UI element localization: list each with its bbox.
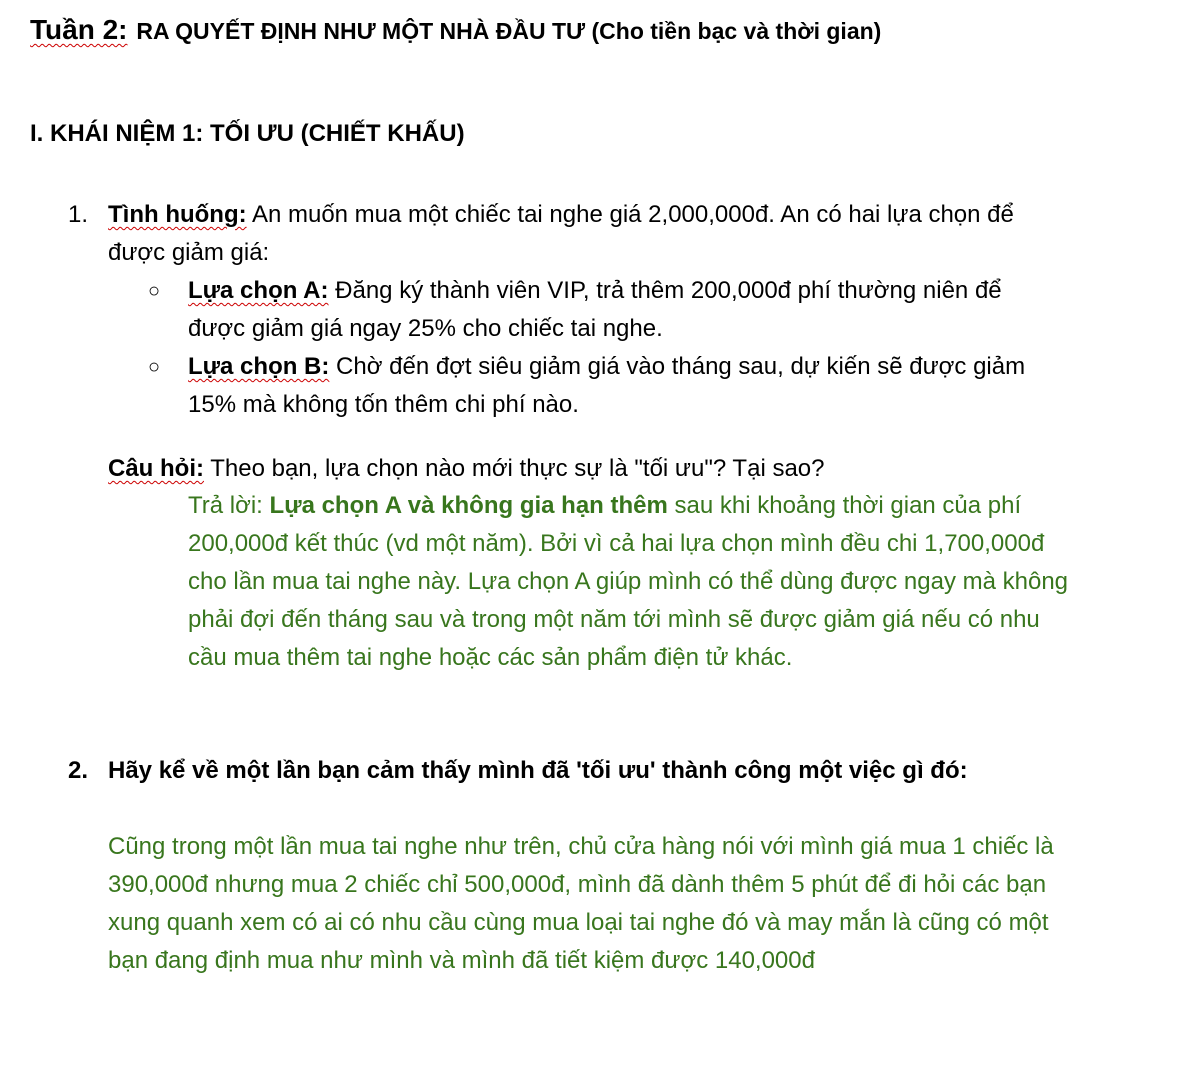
- answer-prefix: Trả lời:: [188, 492, 263, 519]
- question-text: Theo bạn, lựa chọn nào mới thực sự là "tối ưu"? Tại sao?: [210, 455, 825, 482]
- answer-choice: Lựa chọn A và không gia hạn thêm: [269, 492, 668, 519]
- scenario-paragraph: [108, 196, 1058, 272]
- bullet-icon: ○: [148, 280, 161, 302]
- answer-paragraph: [188, 487, 1068, 677]
- section-heading: I. KHÁI NIỆM 1: TỐI ƯU (CHIẾT KHẤU): [30, 120, 465, 147]
- title-week: Tuần 2:: [30, 14, 128, 45]
- question-label: Câu hỏi:: [108, 455, 204, 482]
- option-a-label: Lựa chọn A:: [188, 277, 329, 304]
- option-a-text: Đăng ký thành viên VIP, trả thêm 200,000đ phí thường niên để được giảm giá ngay 25% cho chiếc tai nghe.: [188, 277, 1002, 342]
- bullet-icon: ○: [148, 356, 161, 378]
- list-number-1: 1.: [68, 201, 89, 228]
- option-b-label: Lựa chọn B:: [188, 353, 330, 380]
- question-paragraph: [108, 450, 1058, 488]
- reflection-answer: Cũng trong một lần mua tai nghe như trên, chủ cửa hàng nói với mình giá mua 1 chiếc là 390,000đ nhưng mua 2 chiếc chỉ 500,000đ, mình đã dành thêm 5 phút để đi hỏi các bạn xung quanh xem có ai có nhu cầu cùng mua loại tai nghe đó và may mắn là cũng có một bạn đang định mua như mình và mình đã tiết kiệm được 140,000đ: [108, 833, 1054, 974]
- reflection-prompt: Hãy kể về một lần bạn cảm thấy mình đã 'tối ưu' thành công một việc gì đó:: [108, 757, 968, 784]
- answer-explanation: sau khi khoảng thời gian của phí 200,000đ kết thúc (vd một năm). Bởi vì cả hai lựa chọn mình đều chi 1,700,000đ cho lần mua tai nghe này. Lựa chọn A giúp mình có thể dùng được ngay mà không phải đợi đến tháng sau và trong một năm tới mình sẽ được giảm giá nếu có nhu cầu mua thêm tai nghe hoặc các sản phẩm điện tử khác.: [188, 492, 1069, 671]
- scenario-text: An muốn mua một chiếc tai nghe giá 2,000,000đ. An có hai lựa chọn để được giảm giá:: [108, 201, 1014, 266]
- option-b-text: Chờ đến đợt siêu giảm giá vào tháng sau, dự kiến sẽ được giảm 15% mà không tốn thêm chi phí nào.: [188, 353, 1026, 418]
- scenario-label: Tình huống:: [108, 201, 247, 228]
- page-title: [30, 8, 1040, 51]
- title-topic: RA QUYẾT ĐỊNH NHƯ MỘT NHÀ ĐẦU TƯ (Cho tiền bạc và thời gian): [136, 18, 882, 44]
- option-a: [188, 272, 1058, 348]
- list-number-2: 2.: [68, 757, 89, 784]
- option-b: [188, 348, 1058, 424]
